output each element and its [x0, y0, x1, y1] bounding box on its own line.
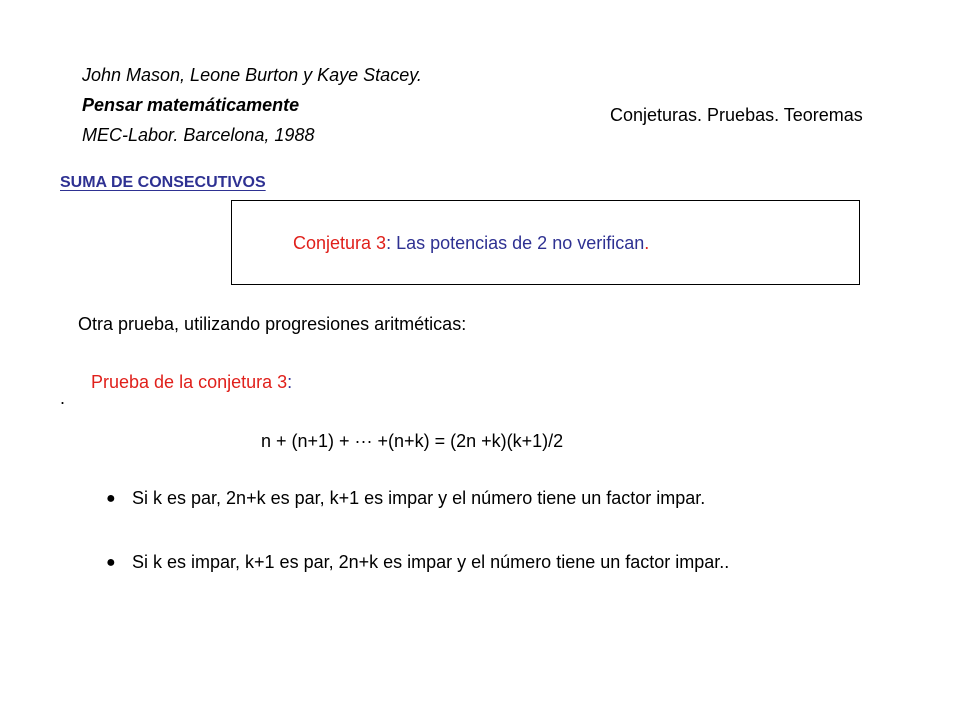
- intro-text: Otra prueba, utilizando progresiones aritméticas:: [78, 314, 467, 334]
- proof-heading: [91, 372, 292, 393]
- proof-colon: :: [287, 372, 293, 392]
- sum-formula: n + (n+1) + ··· +(n+k) = (2n +k)(k+1)/2: [261, 431, 564, 451]
- proof-label: Prueba de la conjetura 3: [91, 372, 288, 392]
- bullet-dot-icon: ●: [106, 553, 116, 571]
- bullet-item: [106, 488, 705, 509]
- bullet-item: [106, 552, 729, 573]
- conjecture-end: .: [644, 233, 650, 253]
- conjecture-text: [293, 233, 649, 254]
- reference-publisher: MEC-Labor. Barcelona, 1988: [82, 125, 315, 145]
- bullet-text: Si k es impar, k+1 es par, 2n+k es impar y el número tiene un factor impar..: [132, 552, 730, 572]
- topic-heading: Conjeturas. Pruebas. Teoremas: [610, 105, 863, 125]
- conjecture-label: Conjetura 3: [293, 233, 387, 253]
- stray-dot: .: [60, 388, 66, 408]
- bullet-text: Si k es par, 2n+k es par, k+1 es impar y el número tiene un factor impar.: [132, 488, 706, 508]
- section-title: SUMA DE CONSECUTIVOS: [60, 174, 266, 191]
- conjecture-separator: :: [386, 233, 392, 253]
- reference-book-title: Pensar matemáticamente: [82, 95, 300, 115]
- bullet-dot-icon: ●: [106, 489, 116, 507]
- conjecture-statement: Las potencias de 2 no verifican: [391, 233, 645, 253]
- reference-authors: John Mason, Leone Burton y Kaye Stacey.: [82, 65, 422, 85]
